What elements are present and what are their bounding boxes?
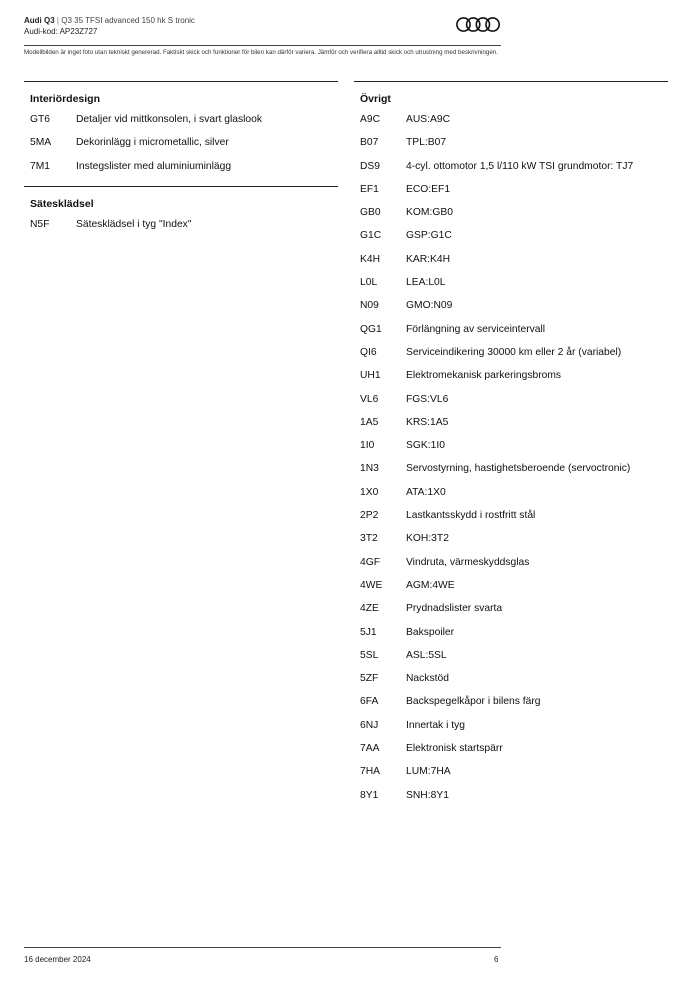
equipment-code: 5MA (30, 137, 52, 149)
equipment-code: 7AA (360, 743, 380, 755)
equipment-code: 8Y1 (360, 789, 379, 801)
equipment-row (354, 369, 668, 392)
audi-rings-icon (455, 16, 501, 33)
equipment-code: 5J1 (360, 626, 377, 638)
equipment-code: 1A5 (360, 416, 379, 428)
equipment-row (354, 439, 668, 462)
seats-list (24, 218, 338, 241)
right-column (354, 81, 668, 812)
equipment-row (354, 649, 668, 672)
equipment-row (354, 299, 668, 322)
equipment-code: 7M1 (30, 160, 51, 172)
equipment-code: GB0 (360, 207, 381, 219)
equipment-row (354, 229, 668, 252)
left-column (24, 81, 338, 241)
equipment-row (354, 276, 668, 299)
equipment-row (354, 160, 668, 183)
equipment-description: SNH:8Y1 (406, 789, 449, 801)
model-name: Q3 35 TFSI advanced 150 hk S tronic (61, 16, 195, 25)
equipment-description: Säteskl​ädsel i tyg "Index" (76, 218, 192, 230)
header-divider (24, 45, 501, 46)
equipment-description: KOM:GB0 (406, 207, 453, 219)
equipment-description: FGS:VL6 (406, 393, 449, 405)
equipment-description: Innertak i tyg (406, 719, 465, 731)
equipment-code: 6FA (360, 696, 379, 708)
equipment-row (24, 136, 338, 159)
equipment-row (354, 602, 668, 625)
equipment-description: KAR:K4H (406, 253, 451, 265)
equipment-row (354, 206, 668, 229)
equipment-code: 4GF (360, 556, 381, 568)
equipment-description: AUS:A9C (406, 114, 451, 125)
equipment-code: N5F (30, 218, 50, 230)
equipment-code: 5SL (360, 649, 379, 661)
equipment-code: DS9 (360, 160, 381, 172)
equipment-row (354, 113, 668, 136)
equipment-description: LUM:7HA (406, 766, 451, 778)
equipment-row (354, 416, 668, 439)
equipment-description: Vindruta, värmeskyddsglas (406, 556, 530, 568)
equipment-description: ASL:5SL (406, 649, 447, 661)
equipment-row (354, 695, 668, 718)
equipment-row (24, 218, 338, 241)
equipment-row (354, 532, 668, 555)
section-divider (354, 81, 668, 82)
equipment-description: LEA:L0L (406, 277, 446, 289)
equipment-row (354, 346, 668, 369)
equipment-code: 6NJ (360, 719, 379, 731)
equipment-row (354, 486, 668, 509)
brand-model: Audi Q3 (24, 16, 55, 25)
equipment-description: GMO:N09 (406, 300, 453, 312)
equipment-description: Prydnadslister svarta (406, 603, 503, 615)
equipment-code: 1X0 (360, 486, 379, 498)
equipment-row (354, 672, 668, 695)
equipment-description: Backspegelkåpor i bilens färg (406, 696, 541, 708)
equipment-row (354, 509, 668, 532)
equipment-description: KOH:3T2 (406, 533, 449, 545)
equipment-code: G1C (360, 230, 382, 242)
equipment-description: Detaljer vid mittkonsolen, i svart glaslook (76, 114, 262, 125)
equipment-row (24, 113, 338, 136)
equipment-description: AGM:4WE (406, 579, 455, 591)
equipment-row (354, 742, 668, 765)
equipment-code: L0L (360, 277, 378, 289)
equipment-description: Servostyrning, hastighetsberoende (servoctronic) (406, 463, 631, 475)
equipment-code: A9C (360, 114, 381, 125)
equipment-description: Elektromekanisk parkeringsbroms (406, 370, 562, 382)
equipment-description: GSP:G1C (406, 230, 452, 242)
other-list (354, 113, 668, 812)
footer-date: 16 december 2024 (24, 955, 91, 964)
equipment-row (354, 765, 668, 788)
equipment-description: Instegslister med aluminiuminlägg (76, 160, 232, 172)
equipment-code: 7HA (360, 766, 381, 778)
equipment-description: Elektronisk startspärr (406, 743, 503, 755)
section-divider (24, 81, 338, 82)
equipment-row (354, 579, 668, 602)
equipment-code: EF1 (360, 183, 379, 195)
page-number: 6 (494, 955, 499, 964)
equipment-description: ECO:EF1 (406, 183, 451, 195)
equipment-row (354, 719, 668, 742)
equipment-code: K4H (360, 253, 381, 265)
section-divider (24, 186, 338, 187)
header-separator: | (56, 16, 59, 25)
equipment-code: 5ZF (360, 673, 379, 685)
section-title-seats: Sätesklädsel (30, 197, 94, 210)
header-model-line (24, 16, 195, 25)
equipment-row (354, 556, 668, 579)
equipment-row (354, 393, 668, 416)
equipment-code: 4WE (360, 579, 383, 591)
footer-divider (24, 947, 501, 948)
equipment-code: QG1 (360, 323, 382, 335)
equipment-code: B07 (360, 137, 379, 149)
equipment-code: 3T2 (360, 533, 378, 545)
equipment-code: 1N3 (360, 463, 379, 475)
equipment-description: Förlängning av serviceintervall (406, 323, 546, 335)
equipment-row (354, 626, 668, 649)
equipment-row (354, 253, 668, 276)
equipment-code: VL6 (360, 393, 379, 405)
equipment-code: QI6 (360, 346, 377, 358)
equipment-description: Serviceindikering 30000 km eller 2 år (variabel) (406, 346, 622, 358)
equipment-code: 1I0 (360, 440, 375, 452)
equipment-description: Dekorinlägg i micrometallic, silver (76, 137, 229, 149)
equipment-description: KRS:1A5 (406, 416, 449, 428)
equipment-code: GT6 (30, 114, 51, 125)
equipment-code: 2P2 (360, 510, 379, 522)
equipment-row (24, 160, 338, 183)
equipment-code: 4ZE (360, 603, 379, 615)
audi-code-value: AP23Z727 (59, 27, 98, 36)
equipment-row (354, 323, 668, 346)
equipment-code: UH1 (360, 370, 381, 382)
equipment-row (354, 183, 668, 206)
equipment-description: Lastkantsskydd i rostfritt stål (406, 510, 536, 522)
equipment-row (354, 789, 668, 812)
equipment-description: Nackstöd (406, 673, 449, 685)
interior-list (24, 113, 338, 183)
equipment-row (354, 462, 668, 485)
audi-code-label: Audi-kod: (24, 27, 58, 36)
disclaimer-text: Modellbilden är inget foto utan tekniskt genererad. Faktiskt skick och funktioner för bilen kan därför variera. Jämför och verifiera alltid skick och utrustning med beskrivningen. (24, 49, 498, 56)
section-title-other: Övrigt (360, 93, 391, 105)
audi-code-line (24, 27, 97, 36)
equipment-description: 4-cyl. ottomotor 1,5 l/110 kW TSI grundmotor: TJ7 (406, 160, 634, 172)
equipment-description: ATA:1X0 (406, 486, 446, 498)
section-title-interior: Interiördesign (30, 93, 101, 105)
equipment-description: TPL:B07 (406, 137, 447, 149)
equipment-row (354, 136, 668, 159)
equipment-description: Bakspoiler (406, 626, 455, 638)
equipment-description: SGK:1I0 (406, 440, 445, 452)
equipment-code: N09 (360, 300, 379, 312)
